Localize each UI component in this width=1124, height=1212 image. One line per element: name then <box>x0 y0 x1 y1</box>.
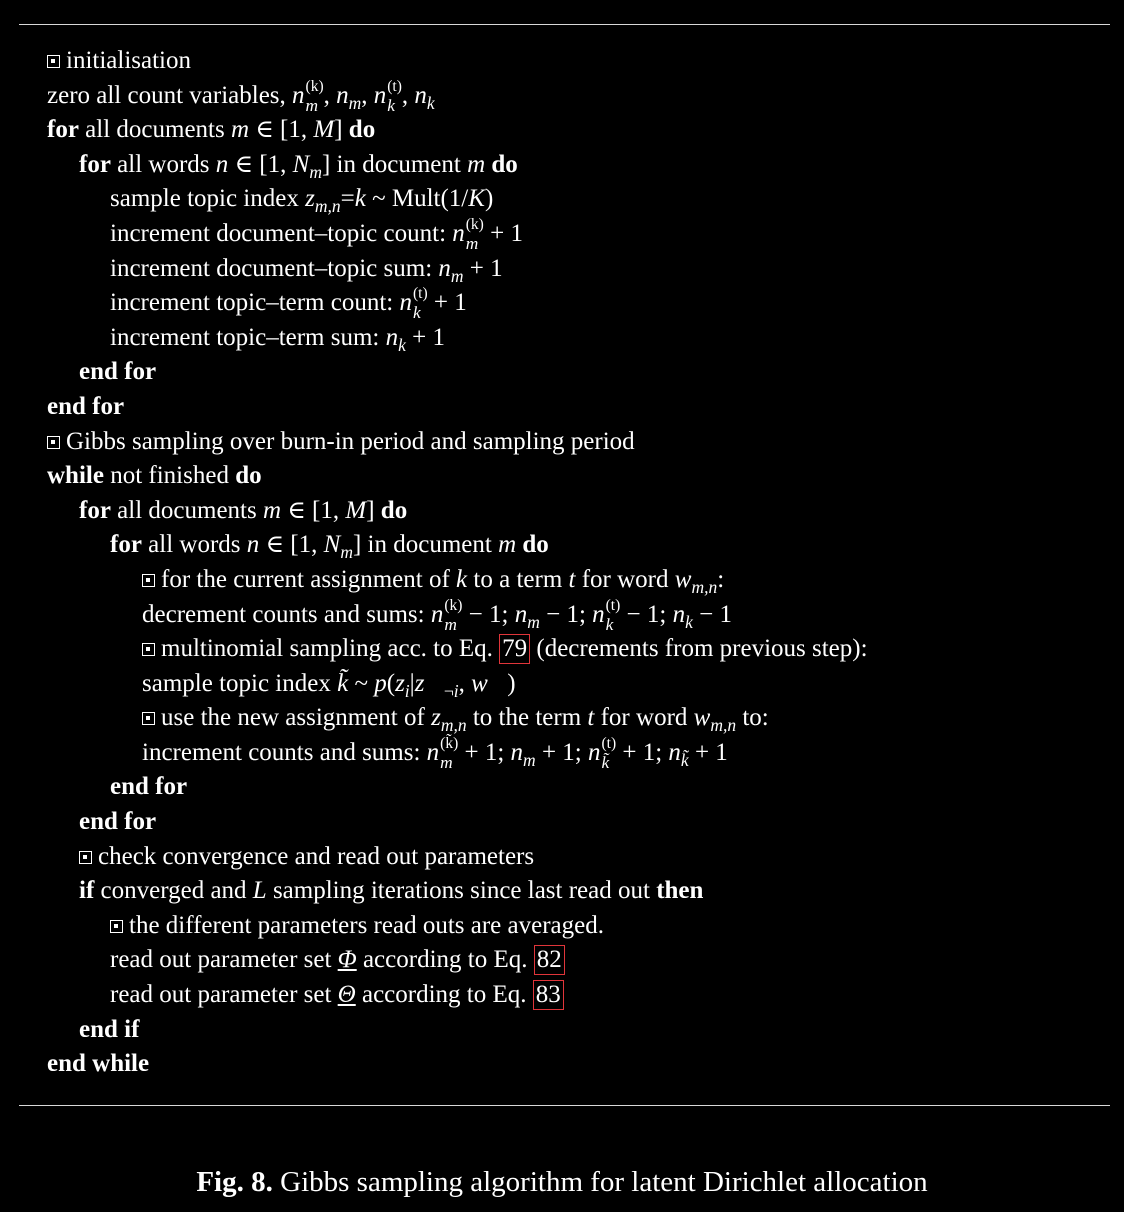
top-rule <box>19 24 1110 25</box>
comment-box-icon <box>142 574 155 587</box>
algorithm-listing <box>0 44 1124 1082</box>
algo-line-20: use the new assignment of $z_{m,n}$ to the term t for word $w_{m,n}$ to: <box>0 701 1124 736</box>
algo-line-1: initialisation <box>0 44 1124 79</box>
algo-line-26: the different parameters read outs are averaged. <box>0 909 1124 944</box>
comment-box-icon <box>79 851 92 864</box>
algo-line-16: for the current assignment of k to a term t for word $w_{m,n}$: <box>0 563 1124 598</box>
algo-line-25: if converged and L sampling iterations since last read out then <box>79 877 704 905</box>
equation-ref-82[interactable]: 82 <box>534 945 565 975</box>
algo-line-17: decrement counts and sums: n (k) m − 1; $n_m - 1$; n (t) k − 1; $n_k - 1$ <box>142 596 732 634</box>
algo-line-28: read out parameter set Θ according to Eq. 83 <box>0 978 1124 1013</box>
algo-line-15: for all words n ∈ [1, $N_m$] in document m do <box>110 531 549 563</box>
algo-line-30: end while <box>47 1050 150 1078</box>
algo-line-9: increment topic–term sum: $n_k + 1$ <box>110 323 446 355</box>
algo-line-4: for all words n ∈ [1, $N_m$] in document m do <box>79 150 518 182</box>
algo-line-23: end for <box>79 808 157 836</box>
algo-line-21: increment counts and sums: n (k̃) m + 1; $n_m + 1$; n (t) k̃ + 1; $n_{k̃} + 1$ <box>142 735 728 773</box>
algo-line-24: check convergence and read out parameters <box>0 840 1124 875</box>
algo-line-5: sample topic index $z_{m,n}=k$ ~ Mult(1/K) <box>110 185 494 217</box>
algo-line-29: end if <box>79 1015 140 1043</box>
algo-line-13: while not finished do <box>47 462 262 490</box>
bottom-rule <box>19 1105 1110 1106</box>
comment-box-icon <box>110 920 123 933</box>
algo-line-27: read out parameter set Φ according to Eq. 82 <box>0 943 1124 978</box>
figure-caption-text: Gibbs sampling algorithm for latent Dirichlet allocation <box>280 1166 928 1198</box>
algo-line-22: end for <box>110 773 188 801</box>
comment-box-icon <box>142 643 155 656</box>
comment-box-icon <box>142 712 155 725</box>
figure-label: Fig. 8. <box>196 1166 273 1198</box>
algo-line-2: zero all count variables, n (k) m , $n_m$, n (t) k , $n_k$ <box>47 77 435 115</box>
algo-line-10: end for <box>79 358 157 386</box>
comment-box-icon <box>47 436 60 449</box>
algo-line-14: for all documents m ∈ [1, M] do <box>79 496 408 524</box>
equation-ref-83[interactable]: 83 <box>533 980 564 1010</box>
algo-line-11: end for <box>47 392 125 420</box>
algo-line-19: sample topic index k̃ ~ $p(z_i|z⃗_{\neg i}$, w⃗) <box>142 669 516 701</box>
algo-line-8: increment topic–term count: n (t) k + 1 <box>110 285 467 323</box>
algo-line-6: increment document–topic count: n (k) m + 1 <box>110 216 523 254</box>
algo-line-18: multinomial sampling acc. to Eq. 79 (decrements from previous step): <box>0 632 1124 667</box>
algo-line-12: Gibbs sampling over burn-in period and sampling period <box>0 425 1124 460</box>
algo-line-3: for all documents m ∈ [1, M] do <box>47 116 376 144</box>
equation-ref-79[interactable]: 79 <box>499 634 530 664</box>
algo-line-7: increment document–topic sum: $n_m + 1$ <box>110 254 503 286</box>
figure-caption <box>0 1162 1124 1202</box>
comment-box-icon <box>47 55 60 68</box>
